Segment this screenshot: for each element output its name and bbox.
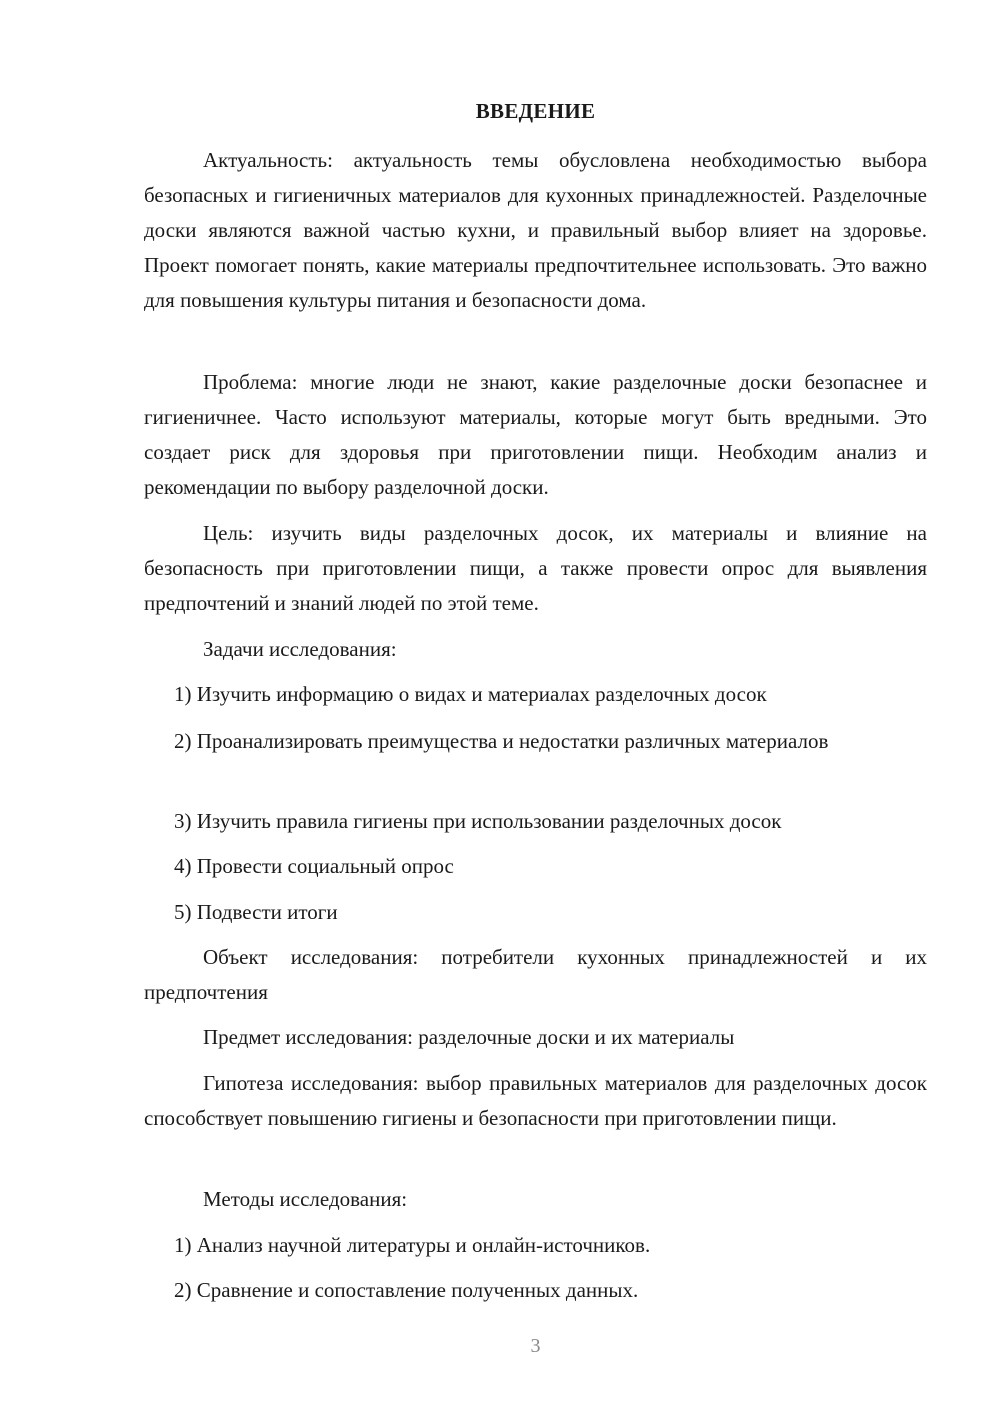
list-item: 4) Провести социальный опрос bbox=[174, 854, 454, 878]
page-number: 3 bbox=[530, 1335, 541, 1357]
section-heading: ВВЕДЕНИЕ bbox=[475, 99, 596, 123]
paragraph-subject: Предмет исследования: разделочные доски и их материалы bbox=[203, 1025, 735, 1049]
paragraph-problem: Проблема: многие люди не знают, какие разделочные доски безопаснее и гигиеничнее. Часто используют материалы, которые могут быть вредными. Это создает риск для здоровья при приготовлении пищи. Необходим анализ и рекомендации по выбору разделочной доски. bbox=[144, 370, 927, 499]
list-item: 1) Анализ научной литературы и онлайн-источников. bbox=[174, 1233, 651, 1257]
list-item: 5) Подвести итоги bbox=[174, 900, 338, 924]
paragraph-relevance: Актуальность: актуальность темы обусловлена необходимостью выбора безопасных и гигиеничных материалов для кухонных принадлежностей. Разделочные доски являются важной частью кухни, и правильный выбор влияет на здоровье. Проект помогает понять, какие материалы предпочтительнее использовать. Это важно для повышения культуры питания и безопасности дома. bbox=[144, 148, 927, 312]
list-item: 1) Изучить информацию о видах и материалах разделочных досок bbox=[174, 682, 767, 706]
list-item: 3) Изучить правила гигиены при использовании разделочных досок bbox=[174, 809, 782, 833]
paragraph-object: Объект исследования: потребители кухонных принадлежностей и их предпочтения bbox=[144, 945, 927, 1004]
paragraph-methods-title: Методы исследования: bbox=[203, 1187, 408, 1211]
paragraph-hypothesis: Гипотеза исследования: выбор правильных материалов для разделочных досок способствует повышению гигиены и безопасности при приготовлении пищи. bbox=[144, 1071, 927, 1130]
list-item: 2) Сравнение и сопоставление полученных данных. bbox=[174, 1278, 639, 1302]
paragraph-tasks-title: Задачи исследования: bbox=[203, 637, 397, 661]
paragraph-goal: Цель: изучить виды разделочных досок, их материалы и влияние на безопасность при приготовлении пищи, а также провести опрос для выявления предпочтений и знаний людей по этой теме. bbox=[144, 521, 927, 615]
list-item: 2) Проанализировать преимущества и недостатки различных материалов bbox=[174, 729, 829, 753]
